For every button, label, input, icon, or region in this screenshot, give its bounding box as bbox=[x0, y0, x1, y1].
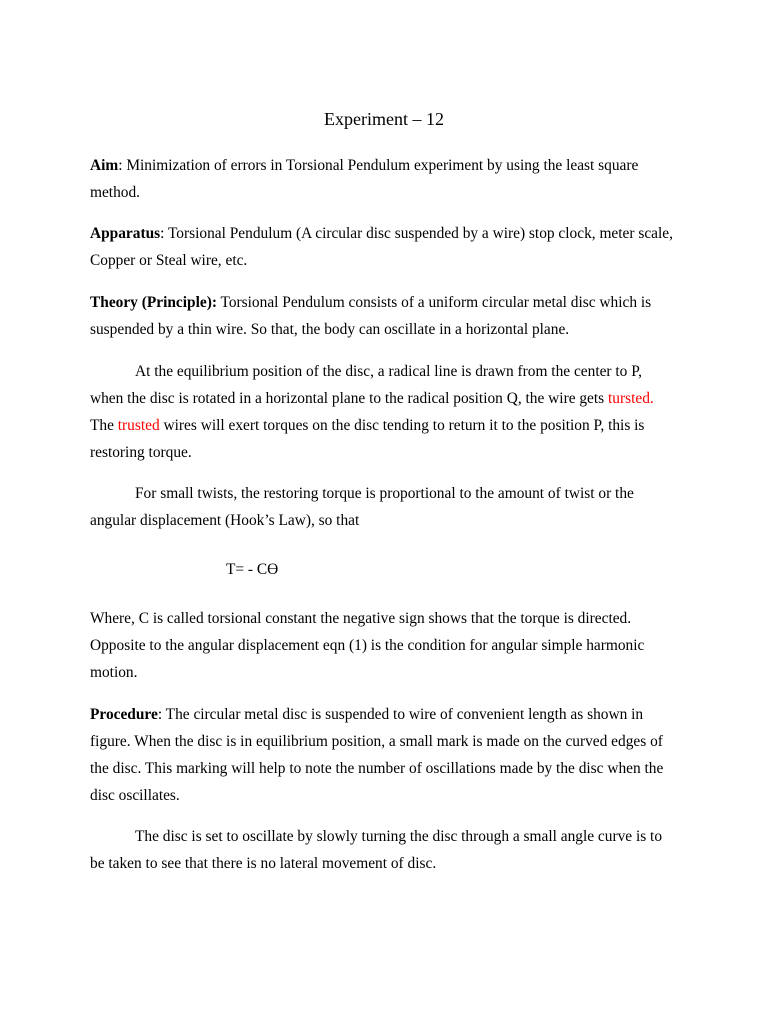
equilibrium-paragraph bbox=[90, 358, 678, 466]
apparatus-label: Apparatus bbox=[90, 225, 161, 242]
where-paragraph bbox=[90, 605, 678, 686]
document-title: Experiment – 12 bbox=[324, 109, 444, 129]
procedure-text: : The circular metal disc is suspended to wire of convenient length as shown in figure. When the disc is in equilibrium position, a small mark is made on the curved edges of the disc. This marking will help to note the number of oscillations made by the disc when the disc oscillates. bbox=[90, 706, 664, 804]
theory-paragraph bbox=[90, 289, 678, 343]
apparatus-text: : Torsional Pendulum (A circular disc suspended by a wire) stop clock, meter scale, Copper or Steal wire, etc. bbox=[90, 225, 673, 269]
procedure-paragraph bbox=[90, 701, 678, 809]
aim-paragraph bbox=[90, 152, 678, 206]
oscillate-paragraph bbox=[90, 823, 678, 877]
small-twists-paragraph bbox=[90, 480, 678, 534]
torque-equation: T= - Cϴ bbox=[226, 561, 279, 578]
aim-label: Aim bbox=[90, 157, 119, 174]
equilibrium-text-1: At the equilibrium position of the disc, a radical line is drawn from the center to P, when the disc is rotated in a horizontal plane to the radical position Q, the wire gets bbox=[90, 363, 642, 407]
equilibrium-text-2: The bbox=[90, 390, 662, 434]
oscillate-text: The disc is set to oscillate by slowly turning the disc through a small angle curve is to be taken to see that there is no lateral movement of disc. bbox=[90, 828, 663, 872]
procedure-label: Procedure bbox=[90, 706, 158, 723]
misspelled-word-trusted: trusted bbox=[117, 417, 160, 434]
theory-label: Theory (Principle): bbox=[90, 294, 217, 311]
misspelled-word-tursted: tursted. bbox=[608, 390, 654, 407]
equilibrium-text-3: wires will exert torques on the disc tending to return it to the position P, this is restoring torque. bbox=[90, 417, 645, 461]
where-text: Where, C is called torsional constant the negative sign shows that the torque is directed. Opposite to the angular displacement eqn (1) is the condition for angular simple harmonic motion. bbox=[90, 610, 645, 681]
small-twists-text: For small twists, the restoring torque is proportional to the amount of twist or the angular displacement (Hook’s Law), so that bbox=[90, 485, 634, 529]
aim-text: : Minimization of errors in Torsional Pendulum experiment by using the least square method. bbox=[90, 157, 639, 201]
apparatus-paragraph bbox=[90, 220, 678, 274]
theory-text: Torsional Pendulum consists of a uniform circular metal disc which is suspended by a thin wire. So that, the body can oscillate in a horizontal plane. bbox=[90, 294, 652, 338]
